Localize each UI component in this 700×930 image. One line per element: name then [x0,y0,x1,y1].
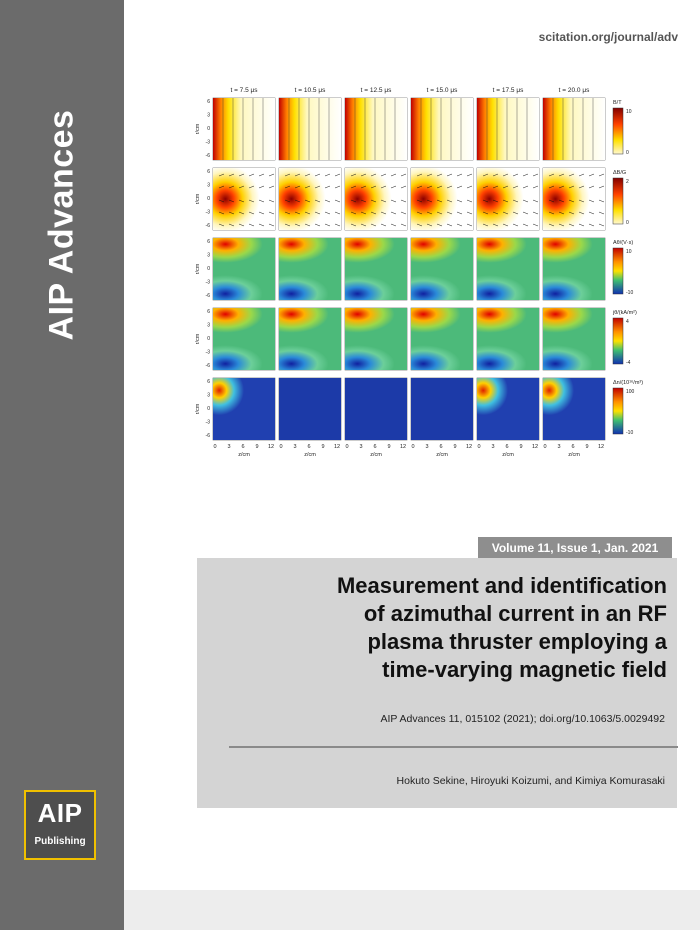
x-tick-label: 12 [333,444,341,450]
x-tick-label: 3 [293,444,297,450]
y-tick-label: -6 [205,293,210,299]
x-tick-label: 9 [519,444,523,450]
x-tick-label: 3 [425,444,429,450]
field-negative [543,269,605,300]
field-db [543,168,605,230]
field-density [477,378,539,440]
field-b [345,98,407,160]
field-positive [279,238,341,269]
colorbar-label: ΔB/G [613,170,627,176]
cover-figure [195,80,655,470]
colorbar-tick: 10 [626,109,632,115]
x-tick-label: 6 [505,444,509,450]
colorbar-label: Δn/(10¹⁶/m³) [613,380,644,386]
field-b [477,98,539,160]
y-tick-label: 3 [207,182,210,189]
x-tick-label: 9 [585,444,589,450]
y-tick-label: 6 [207,169,210,175]
colorbar-tick: -4 [626,360,631,366]
field-b [279,98,341,160]
aip-publishing-logo [24,790,96,860]
x-tick-label: 12 [267,444,275,450]
colorbar [613,388,623,434]
field-positive [345,308,407,339]
colorbar-tick: 2 [626,179,629,185]
y-axis-label: r/cm [195,193,201,205]
y-tick-label: -3 [205,279,210,286]
colorbar-label: jθ/(kA/m²) [613,310,637,316]
article-citation: AIP Advances 11, 015102 (2021); doi.org/10.1063/5.0029492 [380,713,665,725]
x-tick-label: 12 [597,444,605,450]
x-tick-label: 9 [255,444,259,450]
x-tick-label: 3 [359,444,363,450]
field-negative [411,269,473,300]
x-tick-label: 9 [453,444,457,450]
colorbar-tick: 0 [626,220,629,226]
field-negative [213,339,275,370]
field-positive [213,238,275,269]
field-positive [543,308,605,339]
y-tick-label: -6 [205,433,210,439]
field-negative [543,339,605,370]
title-line-3: plasma thruster employing a [367,629,667,654]
x-tick-label: 0 [345,444,349,450]
article-title [217,572,667,684]
field-negative [477,339,539,370]
field-db [213,168,275,230]
y-tick-label: -3 [205,349,210,356]
field-b [213,98,275,160]
field-base [279,378,341,440]
y-axis-label: r/cm [195,403,201,415]
field-positive [477,238,539,269]
journal-url: scitation.org/journal/adv [538,30,678,44]
x-tick-label: 3 [227,444,231,450]
colorbar [613,178,623,224]
x-tick-label: 0 [279,444,283,450]
x-tick-label: 0 [477,444,481,450]
field-base [345,378,407,440]
title-line-2: of azimuthal current in an RF [363,601,667,626]
x-tick-label: 6 [373,444,377,450]
y-tick-label: 6 [207,99,210,105]
y-tick-label: 3 [207,392,210,399]
article-authors: Hokuto Sekine, Hiroyuki Koizumi, and Kimiya Komurasaki [396,775,665,787]
field-db [279,168,341,230]
x-tick-label: 0 [213,444,217,450]
y-axis-label: r/cm [195,333,201,345]
y-tick-label: 3 [207,252,210,259]
field-db [411,168,473,230]
field-positive [279,308,341,339]
sidebar [0,0,124,930]
x-axis-label: z/cm [238,452,250,458]
y-tick-label: 0 [207,126,210,132]
y-tick-label: -6 [205,223,210,229]
field-positive [411,308,473,339]
y-tick-label: 6 [207,309,210,315]
x-tick-label: 12 [465,444,473,450]
colorbar-label: Aθ/(V·s) [613,240,634,246]
x-tick-label: 12 [399,444,407,450]
field-negative [279,269,341,300]
y-tick-label: 6 [207,239,210,245]
time-label: t = 15.0 μs [426,87,458,94]
colorbar-tick: -10 [626,430,634,436]
field-density [213,378,275,440]
x-tick-label: 6 [439,444,443,450]
x-tick-label: 0 [543,444,547,450]
time-label: t = 10.5 μs [294,87,326,94]
y-tick-label: -3 [205,419,210,426]
y-axis-label: r/cm [195,263,201,275]
colorbar-tick: 4 [626,319,629,325]
x-tick-label: 3 [491,444,495,450]
journal-title-text: AIP Advances [42,109,81,341]
title-line-1: Measurement and identification [336,573,667,598]
colorbar-tick: -10 [626,290,634,296]
y-tick-label: 3 [207,322,210,329]
field-positive [411,238,473,269]
bottom-band [124,890,700,930]
field-negative [213,269,275,300]
field-positive [543,238,605,269]
field-b [411,98,473,160]
field-negative [279,339,341,370]
field-negative [345,339,407,370]
y-tick-label: 6 [207,379,210,385]
y-tick-label: 0 [207,336,210,342]
field-positive [477,308,539,339]
time-label: t = 20.0 μs [558,87,590,94]
x-tick-label: 6 [307,444,311,450]
y-tick-label: -6 [205,363,210,369]
y-axis-label: r/cm [195,123,201,135]
time-label: t = 7.5 μs [230,87,258,94]
field-db [477,168,539,230]
y-tick-label: 3 [207,112,210,119]
article-info-box [197,558,677,808]
field-negative [477,269,539,300]
colorbar-tick: 10 [626,249,632,255]
x-tick-label: 3 [557,444,561,450]
field-negative [411,339,473,370]
x-tick-label: 6 [571,444,575,450]
field-db [345,168,407,230]
field-negative [345,269,407,300]
time-label: t = 12.5 μs [360,87,392,94]
field-b [543,98,605,160]
x-axis-label: z/cm [568,452,580,458]
y-tick-label: -6 [205,153,210,159]
x-tick-label: 9 [387,444,391,450]
colorbar-label: B/T [613,100,622,106]
volume-issue-label: Volume 11, Issue 1, Jan. 2021 [478,537,672,559]
x-axis-label: z/cm [436,452,448,458]
colorbar [613,318,623,364]
field-positive [213,308,275,339]
x-axis-label: z/cm [304,452,316,458]
x-tick-label: 6 [241,444,245,450]
logo-sub-text: Publishing [34,836,86,847]
colorbar-tick: 0 [626,150,629,156]
y-tick-label: -3 [205,139,210,146]
colorbar-tick: 100 [626,389,635,395]
divider [229,746,678,748]
x-tick-label: 0 [411,444,415,450]
x-axis-label: z/cm [370,452,382,458]
y-tick-label: 0 [207,196,210,202]
x-tick-label: 9 [321,444,325,450]
y-tick-label: -3 [205,209,210,216]
title-line-4: time-varying magnetic field [382,657,667,682]
field-base [411,378,473,440]
y-tick-label: 0 [207,406,210,412]
journal-title [22,90,102,360]
colorbar [613,248,623,294]
time-label: t = 17.5 μs [492,87,524,94]
logo-main-text: AIP [37,798,83,828]
x-axis-label: z/cm [502,452,514,458]
field-density [543,378,605,440]
field-positive [345,238,407,269]
colorbar [613,108,623,154]
x-tick-label: 12 [531,444,539,450]
y-tick-label: 0 [207,266,210,272]
